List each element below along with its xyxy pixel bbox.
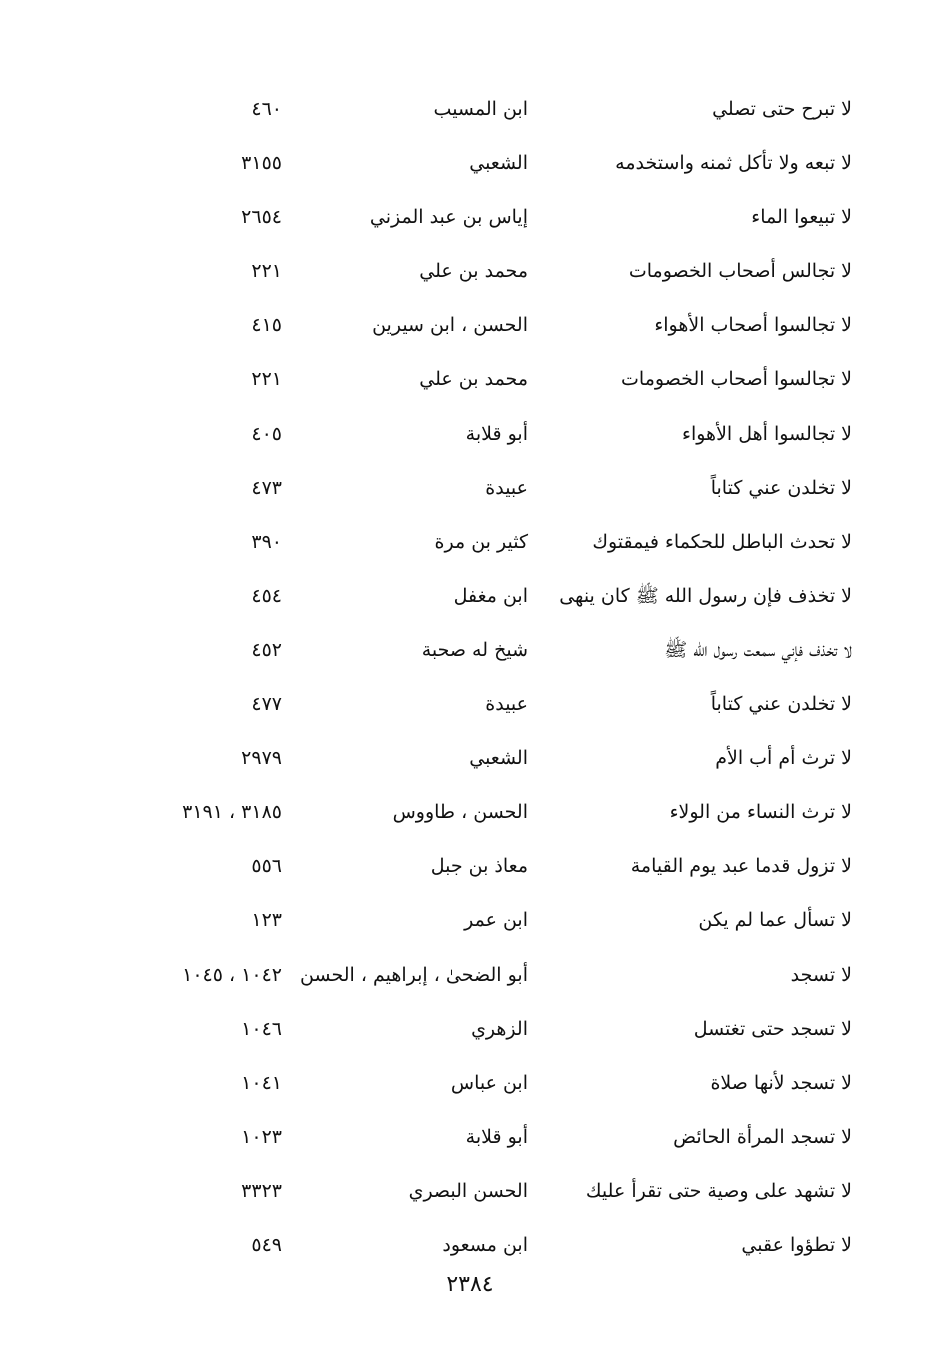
narrator-name: أبو الضحىٰ ، إبراهيم ، الحسن: [300, 963, 528, 986]
index-entry-row: [0, 948, 940, 1002]
hadith-text: لا تسجد المرأة الحائض: [673, 1125, 852, 1148]
reference-number: ١٠٤٢ ، ١٠٤٥: [182, 963, 282, 986]
hadith-text: لا تجالسوا أصحاب الأهواء: [654, 314, 852, 337]
index-entry-row: [0, 190, 940, 244]
reference-number: ٣٩٠: [251, 530, 282, 553]
hadith-text: لا تجالسوا أهل الأهواء: [682, 422, 852, 445]
index-entry-row: [0, 839, 940, 893]
reference-number: ٤١٥: [251, 314, 282, 337]
hadith-text: لا تزول قدما عبد يوم القيامة: [630, 855, 852, 878]
narrator-name: ابن مسعود: [442, 1233, 528, 1256]
narrator-name: ابن المسيب: [433, 98, 528, 120]
hadith-text: لا ترث أم أب الأم: [715, 747, 852, 770]
reference-number: ٤٧٣: [251, 476, 282, 499]
narrator-name: الشعبي: [469, 152, 528, 175]
index-entry-row: [0, 569, 940, 623]
index-entry-row: [0, 893, 940, 947]
reference-number: ٢٢١: [251, 368, 282, 391]
narrator-name: الحسن البصري: [408, 1179, 528, 1202]
narrator-name: معاذ بن جبل: [430, 855, 528, 878]
reference-number: ٢٩٧٩: [241, 747, 282, 770]
narrator-name: عبيدة: [485, 693, 528, 716]
hadith-text: لا تسجد حتى تغتسل: [693, 1017, 852, 1040]
reference-number: ١٠٢٣: [241, 1125, 282, 1148]
hadith-text: لا تجالس أصحاب الخصومات: [628, 260, 852, 283]
reference-number: ٤٠٥: [251, 422, 282, 445]
narrator-name: كثير بن مرة: [434, 530, 528, 553]
narrator-name: الزهري: [471, 1017, 528, 1040]
index-entry-row: [0, 407, 940, 461]
narrator-name: محمد بن علي: [419, 260, 528, 283]
reference-number: ٥٤٩: [251, 1233, 282, 1256]
hadith-text: لا تجالسوا أصحاب الخصومات: [621, 368, 852, 391]
hadith-text: لا تسأل عما لم يكن: [698, 909, 852, 932]
reference-number: ٤٥٢: [251, 638, 282, 661]
hadith-text: لا تخذف فإن رسول الله ﷺ كان ينهى: [559, 584, 852, 607]
narrator-name: عبيدة: [485, 476, 528, 499]
hadith-text: لا تطؤوا عقبي: [741, 1233, 852, 1256]
narrator-name: أبو قلابة: [465, 422, 528, 445]
hadith-text: لا تخلدن عني كتاباً: [710, 476, 852, 499]
index-entry-row: [0, 677, 940, 731]
index-entry-row: [0, 352, 940, 406]
index-entry-row: [0, 82, 940, 136]
narrator-name: الشعبي: [469, 747, 528, 770]
reference-number: ٢٢١: [251, 260, 282, 283]
index-entry-row: [0, 731, 940, 785]
narrator-name: ابن عمر: [464, 909, 528, 932]
reference-number: ٤٧٧: [251, 693, 282, 716]
narrator-name: أبو قلابة: [465, 1125, 528, 1148]
index-entry-row: [0, 1002, 940, 1056]
narrator-name: محمد بن علي: [419, 368, 528, 391]
reference-number: ٣١٨٥ ، ٣١٩١: [182, 801, 282, 824]
hadith-text: لا تبرح حتى تصلي: [712, 98, 852, 120]
reference-number: ٢٦٥٤: [241, 206, 282, 229]
page-number: ٢٣٨٤: [446, 1272, 494, 1297]
reference-number: ٣٣٢٣: [241, 1179, 282, 1202]
index-entry-row: [0, 1164, 940, 1218]
reference-number: ٥٥٦: [251, 855, 282, 878]
reference-number: ٣١٥٥: [241, 152, 282, 175]
narrator-name: ابن عباس: [450, 1071, 528, 1094]
narrator-name: ابن مغفل: [453, 584, 528, 607]
index-entry-row: [0, 1218, 940, 1272]
index-entry-row: [0, 244, 940, 298]
hadith-text: لا تسجد لأنها صلاة: [710, 1071, 852, 1094]
reference-number: ١٠٤٦: [241, 1017, 282, 1040]
narrator-name: الحسن ، ابن سيرين: [372, 314, 528, 337]
index-entry-row: [0, 298, 940, 352]
narrator-name: الحسن ، طاووس: [392, 801, 528, 824]
index-entry-row: [0, 1110, 940, 1164]
index-entry-row: [0, 515, 940, 569]
hadith-text: لا تبعه ولا تأكل ثمنه واستخدمه: [615, 152, 852, 175]
narrator-name: إياس بن عبد المزني: [369, 206, 528, 229]
index-entry-row: [0, 785, 940, 839]
hadith-text: لا ترث النساء من الولاء: [669, 801, 852, 824]
hadith-text: لا تخذف فإني سمعت رسول الله ﷺ: [664, 638, 852, 661]
reference-number: ١٢٣: [251, 909, 282, 932]
hadith-text: لا تشهد على وصية حتى تقرأ عليك: [585, 1179, 852, 1202]
reference-number: ١٠٤١: [241, 1071, 282, 1094]
index-entry-row: [0, 1056, 940, 1110]
narrator-name: شيخ له صحبة: [421, 638, 528, 661]
reference-number: ٤٥٤: [251, 584, 282, 607]
hadith-index-list: [0, 82, 940, 1272]
reference-number: ٤٦٠: [251, 98, 282, 120]
index-entry-row: [0, 136, 940, 190]
hadith-text: لا تسجد: [790, 963, 852, 986]
hadith-text: لا تحدث الباطل للحكماء فيمقتوك: [592, 530, 852, 553]
hadith-text: لا تبيعوا الماء: [751, 206, 852, 229]
index-entry-row: [0, 461, 940, 515]
hadith-text: لا تخلدن عني كتاباً: [710, 693, 852, 716]
index-entry-row: [0, 623, 940, 677]
